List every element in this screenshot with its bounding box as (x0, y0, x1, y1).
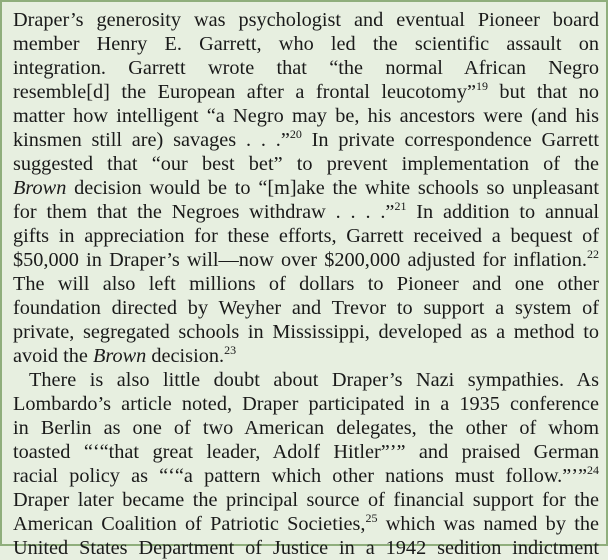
footnote-marker: 25 (365, 511, 378, 525)
footnote-marker: 19 (475, 79, 488, 93)
text-segment: In private correspondence Garrett (301, 129, 599, 151)
text-segment: United States Department of Justice in a 1942 sedition indictment (13, 537, 599, 559)
text-segment: Lombardo’s article noted, Draper participated in a 1935 conference (13, 393, 599, 415)
text-line (13, 488, 599, 512)
text-line (13, 152, 599, 176)
text-segment: decision. (146, 345, 225, 367)
body-text (13, 8, 599, 560)
text-line (13, 392, 599, 416)
text-line (13, 440, 599, 464)
text-segment: resemble[d] the European after a frontal leucotomy” (13, 81, 476, 103)
footnote-marker: 24 (587, 463, 599, 477)
text-line (13, 344, 599, 368)
text-segment: member Henry E. Garrett, who led the scientific assault on (13, 33, 599, 55)
text-line (13, 320, 599, 344)
text-line (13, 56, 599, 80)
text-segment: which was named by the (377, 513, 600, 535)
text-segment: There is also little doubt about Draper’s Nazi sympathies. As (29, 369, 599, 391)
text-segment: In addition to annual (406, 201, 600, 223)
text-segment: integration. Garrett wrote that “the normal African Negro (13, 57, 599, 79)
text-line (13, 80, 599, 104)
footnote-marker: 22 (587, 247, 599, 261)
text-line (13, 200, 599, 224)
text-segment: avoid the (13, 345, 93, 367)
text-segment: kinsmen still are) savages . . .” (13, 129, 290, 151)
footnote-marker: 23 (224, 343, 237, 357)
italic-text: Brown (92, 345, 147, 367)
text-segment: racial policy as “‘“a pattern which other nations must follow.”’” (13, 465, 587, 487)
text-line (13, 296, 599, 320)
text-line (13, 224, 599, 248)
footnote-marker: 21 (394, 199, 407, 213)
text-line (13, 464, 599, 488)
text-line (13, 104, 599, 128)
text-segment: gifts in appreciation for these efforts, Garrett received a bequest of (13, 225, 599, 247)
text-segment: toasted “‘“that great leader, Adolf Hitler”’” and praised German (13, 441, 599, 463)
text-segment: $50,000 in Draper’s will—now over $200,000 adjusted for inflation. (13, 249, 587, 271)
text-segment: Draper later became the principal source of financial support for the (13, 489, 599, 511)
text-segment: suggested that “our best bet” to prevent implementation of the (13, 153, 599, 175)
text-segment: foundation directed by Weyher and Trevor to support a system of (13, 297, 599, 319)
text-segment: decision would be to “[m]ake the white schools so unpleasant (66, 177, 599, 199)
italic-text: Brown (13, 177, 67, 199)
text-line (13, 248, 599, 272)
text-segment: The will also left millions of dollars to Pioneer and one other (13, 273, 599, 295)
text-line (13, 512, 599, 536)
text-segment: private, segregated schools in Mississippi, developed as a method to (13, 321, 599, 343)
text-segment: Draper’s generosity was psychologist and eventual Pioneer board (13, 9, 599, 31)
text-line (13, 272, 599, 296)
text-line (13, 32, 599, 56)
text-segment: matter how intelligent “a Negro may be, his ancestors were (and his (13, 105, 599, 127)
text-segment: for them that the Negroes withdraw . . . .” (13, 201, 395, 223)
text-line (13, 368, 599, 392)
text-line (13, 176, 599, 200)
text-line (13, 8, 599, 32)
text-line (13, 416, 599, 440)
text-line (13, 536, 599, 560)
footnote-marker: 20 (289, 127, 302, 141)
text-segment: in Berlin as one of two American delegates, the other of whom (13, 417, 599, 439)
text-segment: American Coalition of Patriotic Societies, (13, 513, 366, 535)
text-line (13, 128, 599, 152)
text-segment: but that no (487, 81, 599, 103)
